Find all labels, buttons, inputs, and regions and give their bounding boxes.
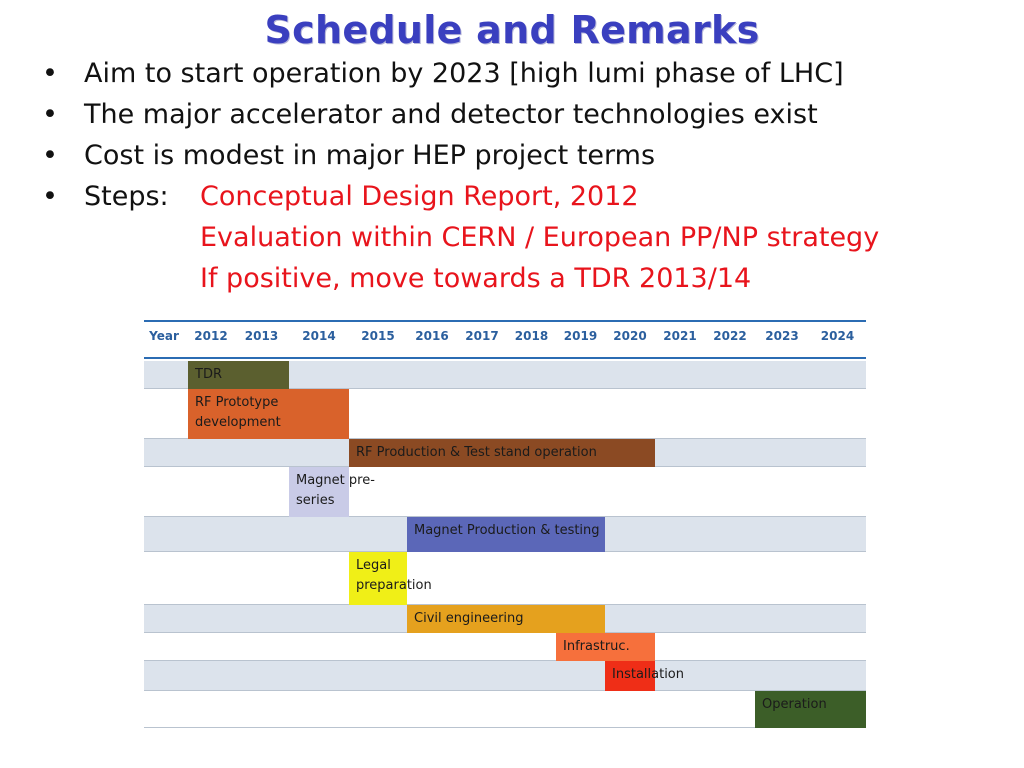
- gantt-task-label: TDR: [195, 367, 222, 382]
- slide-title: Schedule and Remarks: [264, 8, 760, 52]
- gantt-task-label: Infrastruc.: [563, 639, 630, 654]
- gantt-task-bar: [605, 661, 685, 691]
- bullet-icon: •: [42, 58, 58, 89]
- gantt-year-label: 2021: [663, 329, 697, 343]
- bullet-item-steps: [42, 181, 1012, 222]
- step-row: [42, 222, 1012, 263]
- step-item: If positive, move towards a TDR 2013/14: [200, 263, 752, 294]
- bullet-item: [42, 99, 1012, 140]
- gantt-task-label: Legal: [356, 558, 391, 573]
- gantt-year-label: 2020: [613, 329, 647, 343]
- gantt-task-label: Magnet Production & testing: [414, 523, 600, 538]
- bullet-icon: •: [42, 99, 58, 130]
- step-row: [42, 263, 1012, 304]
- gantt-year-label: 2024: [820, 329, 855, 343]
- gantt-header-top-rule: [144, 320, 866, 322]
- gantt-task-bar: [188, 389, 349, 439]
- gantt-task-label: preparation: [356, 578, 432, 593]
- gantt-task-bar: [349, 552, 432, 605]
- gantt-task-bar: [407, 517, 605, 552]
- gantt-year-label: 2015: [361, 329, 395, 343]
- gantt-year-label: 2016: [415, 329, 449, 343]
- gantt-year-label: 2012: [194, 329, 228, 343]
- bullet-text: Aim to start operation by 2023 [high lumi phase of LHC]: [84, 58, 844, 89]
- gantt-year-label: 2017: [465, 329, 499, 343]
- gantt-task-bar: [349, 439, 655, 467]
- gantt-task-label: Operation: [762, 697, 827, 712]
- gantt-header-bottom-rule: [144, 357, 866, 359]
- bullet-list: [42, 58, 1012, 304]
- gantt-task-label: RF Prototype: [195, 395, 279, 410]
- bullet-icon: •: [42, 140, 58, 171]
- gantt-task-label: RF Production & Test stand operation: [356, 445, 597, 460]
- gantt-row-band: [144, 661, 866, 691]
- gantt-year-label: 2023: [765, 329, 799, 343]
- bullet-text: The major accelerator and detector technologies exist: [84, 99, 818, 130]
- gantt-task-label: Installation: [612, 667, 685, 682]
- bullet-item: [42, 140, 1012, 181]
- gantt-chart: [144, 320, 866, 728]
- gantt-task-bar: [289, 467, 375, 517]
- gantt-task-bar: [188, 361, 289, 389]
- gantt-task-label: development: [195, 415, 281, 430]
- gantt-year-label: 2013: [244, 329, 279, 343]
- gantt-task-label: Civil engineering: [414, 611, 524, 626]
- step-item: Evaluation within CERN / European PP/NP strategy: [200, 222, 880, 253]
- gantt-year-label: 2018: [514, 329, 549, 343]
- gantt-task-label: Magnet pre-: [296, 473, 375, 488]
- bullet-text: Cost is modest in major HEP project terms: [84, 140, 656, 171]
- gantt-year-label: 2019: [563, 329, 598, 343]
- steps-label: Steps:: [84, 181, 169, 212]
- gantt-task-bar: [407, 605, 605, 633]
- bullet-icon: •: [42, 181, 58, 212]
- gantt-task-bar: [556, 633, 655, 661]
- gantt-task-label: series: [296, 493, 335, 508]
- gantt-year-header: Year: [149, 329, 179, 343]
- gantt-year-label: 2022: [713, 329, 747, 343]
- bullet-item: [42, 58, 1012, 99]
- gantt-year-label: 2014: [302, 329, 336, 343]
- gantt-task-bar: [755, 691, 866, 728]
- step-item: Conceptual Design Report, 2012: [200, 181, 639, 212]
